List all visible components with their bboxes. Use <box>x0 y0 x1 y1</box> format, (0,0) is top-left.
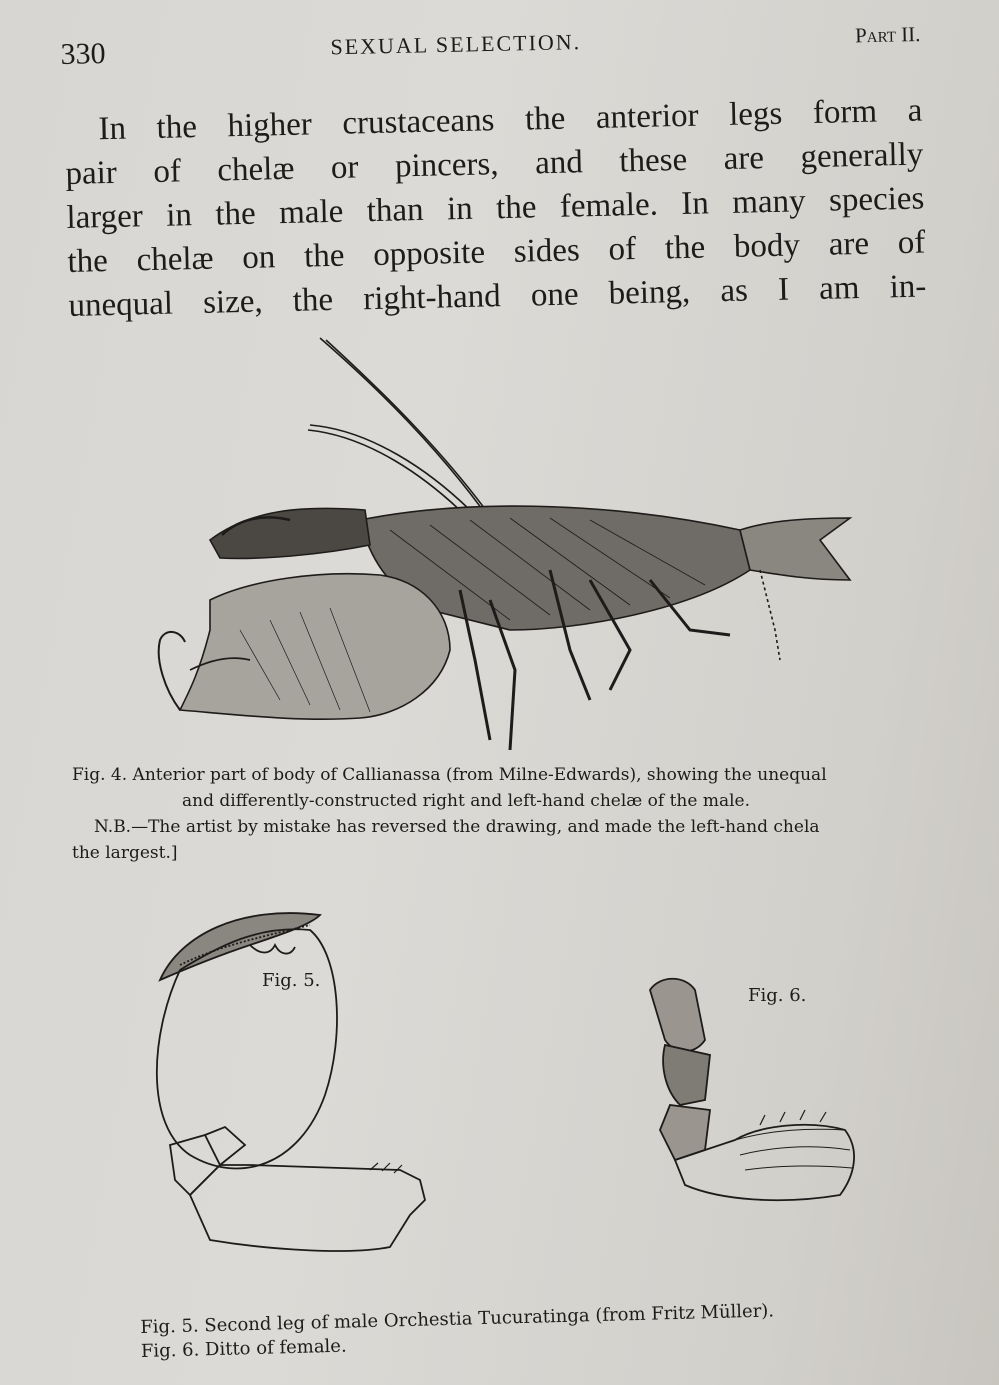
part-label: Part II. <box>854 21 921 48</box>
fig-5-caption: Fig. 5. Second leg of male Orchestia Tucuratinga (from Fritz Müller). <box>140 1300 775 1338</box>
figures-5-6-captions <box>140 1297 881 1364</box>
body-line: larger in the male than in the female. In many species <box>66 180 925 236</box>
figure-4-caption <box>72 762 934 866</box>
body-line: pair of chelæ or pincers, and these are generally <box>65 136 924 192</box>
fig-4-caption-line: and differently-constructed right and left-hand chelæ of the male. <box>182 791 750 811</box>
female-orchestia-leg-illustration <box>640 970 870 1230</box>
body-line: the chelæ on the opposite sides of the body are of <box>67 224 926 280</box>
callianassa-illustration <box>130 330 870 750</box>
figure-6-label: Fig. 6. <box>748 985 807 1006</box>
figure-5-label: Fig. 5. <box>262 970 321 991</box>
fig-6-caption: Fig. 6. Ditto of female. <box>140 1335 347 1362</box>
body-paragraph <box>64 88 929 327</box>
fig-4-caption-line: Fig. 4. Anterior part of body of Callianassa (from Milne-Edwards), showing the unequal <box>72 765 827 785</box>
body-line: unequal size, the right-hand one being, as I am in- <box>68 268 927 324</box>
page-number: 330 <box>60 37 106 71</box>
running-head <box>60 10 921 78</box>
chapter-title: SEXUAL SELECTION. <box>330 29 582 60</box>
nb-note-line: N.B.—The artist by mistake has reversed the drawing, and made the left-hand chela <box>94 817 820 837</box>
male-orchestia-leg-illustration <box>150 895 470 1265</box>
nb-note-line: the largest.] <box>72 843 178 863</box>
body-line: In the higher crustaceans the anterior legs form a <box>98 92 923 148</box>
